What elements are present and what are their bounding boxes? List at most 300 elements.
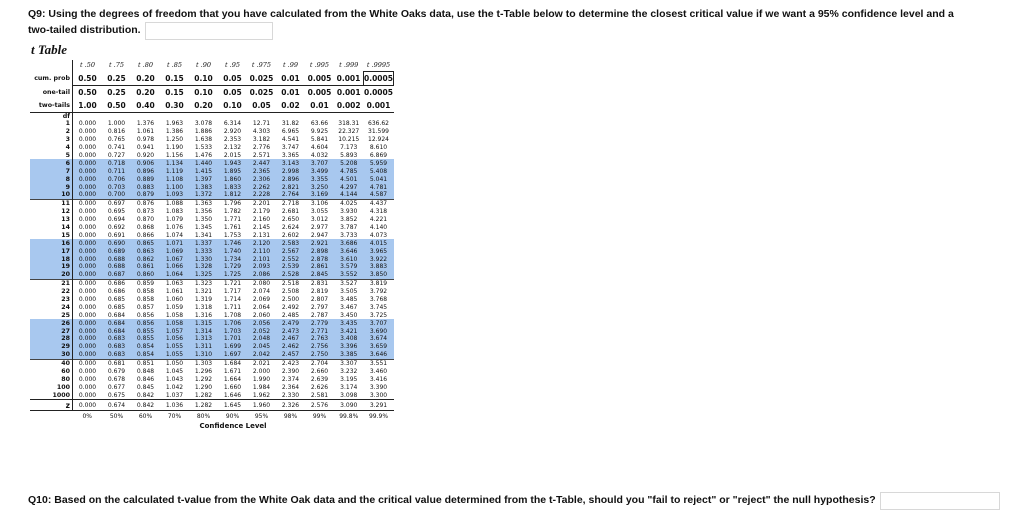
table-cell: 0.858 — [136, 288, 155, 296]
table-cell: 0.000 — [73, 335, 103, 343]
table-cell: 1.646 — [223, 391, 242, 399]
table-cell: 3.396 — [334, 343, 364, 351]
one-tail-value: 0.25 — [102, 86, 131, 100]
df-value: 10 — [30, 191, 73, 199]
table-cell: 0.920 — [136, 152, 155, 159]
t-subscript: t .99 — [282, 61, 298, 70]
table-cell: 0.865 — [131, 239, 160, 247]
table-cell: 2.330 — [281, 391, 300, 399]
table-cell: 1.315 — [189, 319, 218, 327]
table-cell: 8.610 — [369, 144, 388, 152]
table-cell: 1.083 — [165, 208, 184, 216]
df-value: 16 — [30, 239, 73, 247]
df-header-blank — [334, 113, 364, 121]
table-cell: 1.000 — [107, 120, 126, 128]
table-cell: 2.920 — [223, 128, 242, 136]
table-cell: 3.307 — [334, 359, 364, 367]
table-cell: 1.701 — [218, 335, 247, 343]
table-cell: 2.364 — [281, 383, 300, 391]
table-cell: 4.318 — [369, 208, 388, 216]
table-cell: 3.690 — [364, 327, 394, 335]
table-cell: 2.921 — [305, 239, 334, 247]
table-cell: 1.397 — [189, 175, 218, 183]
table-cell: 0.000 — [78, 128, 97, 136]
table-cell: 0.683 — [102, 343, 131, 351]
table-cell: 5.959 — [364, 159, 394, 167]
cum-prob-value: 0.10 — [194, 73, 213, 83]
table-cell: 2.052 — [247, 327, 276, 335]
table-row — [30, 159, 394, 167]
table-cell: 0.000 — [73, 239, 103, 247]
table-cell: 0.711 — [102, 167, 131, 175]
table-cell: 3.460 — [369, 368, 388, 376]
table-cell: 3.707 — [364, 319, 394, 327]
table-cell: 2.771 — [305, 327, 334, 335]
table-cell: 2.602 — [281, 231, 300, 239]
two-tails-value: 0.50 — [102, 99, 131, 113]
table-cell: 0.741 — [107, 144, 126, 152]
table-cell: 0.870 — [136, 216, 155, 224]
table-cell: 0.679 — [107, 368, 126, 376]
table-cell: 3.792 — [369, 288, 388, 296]
table-cell: 0.000 — [78, 303, 97, 311]
table-cell: 1.055 — [160, 351, 189, 359]
df-value: 12 — [30, 208, 73, 216]
table-cell: 1.058 — [160, 319, 189, 327]
table-cell: 2.000 — [252, 368, 271, 376]
z-value: 1.645 — [218, 400, 247, 411]
table-cell: 5.041 — [364, 175, 394, 183]
table-cell: 0.879 — [131, 191, 160, 199]
cum-prob-label: cum. prob — [30, 72, 73, 86]
table-cell: 0.703 — [102, 183, 131, 191]
table-cell: 3.078 — [194, 120, 213, 128]
table-cell: 1.333 — [189, 247, 218, 255]
table-row — [30, 167, 394, 175]
table-cell: 2.750 — [305, 351, 334, 359]
table-cell: 2.639 — [310, 375, 329, 383]
table-cell: 0.896 — [131, 167, 160, 175]
df-value: 17 — [30, 247, 73, 255]
df-value: 30 — [30, 351, 73, 359]
table-cell: 1.697 — [218, 351, 247, 359]
table-cell: 1.684 — [218, 359, 247, 367]
table-cell: 2.571 — [252, 152, 271, 159]
table-cell: 2.581 — [310, 391, 329, 399]
table-cell: 1.071 — [160, 239, 189, 247]
confidence-value: 99.8% — [334, 411, 364, 422]
t-subscript: t .999 — [339, 61, 359, 70]
one-tail-value: 0.15 — [160, 86, 189, 100]
table-cell: 31.82 — [281, 120, 300, 128]
table-cell: 2.819 — [310, 288, 329, 296]
table-cell: 1.303 — [189, 359, 218, 367]
df-value: 26 — [30, 319, 73, 327]
table-cell: 0.000 — [73, 351, 103, 359]
df-value: 3 — [30, 136, 73, 144]
table-row — [30, 175, 394, 183]
table-cell: 3.527 — [334, 279, 364, 287]
table-cell: 2.485 — [281, 311, 300, 319]
table-cell: 10.215 — [338, 136, 360, 144]
table-cell: 1.711 — [223, 303, 242, 311]
table-cell: 1.076 — [165, 224, 184, 232]
table-cell: 1.325 — [189, 271, 218, 279]
df-value: 2 — [30, 128, 73, 136]
df-header-blank — [189, 113, 218, 121]
table-cell: 3.552 — [334, 271, 364, 279]
table-cell: 31.599 — [368, 128, 389, 136]
cum-prob-value: 0.15 — [165, 73, 184, 83]
df-value: 1000 — [30, 391, 73, 399]
table-cell: 0.000 — [73, 159, 103, 167]
one-tail-value: 0.005 — [305, 86, 334, 100]
table-cell: 1.055 — [160, 343, 189, 351]
table-row — [30, 288, 394, 296]
table-cell: 2.479 — [276, 319, 305, 327]
table-cell: 1.318 — [194, 303, 213, 311]
table-cell: 0.846 — [136, 375, 155, 383]
table-cell: 3.646 — [364, 351, 394, 359]
table-cell: 2.861 — [305, 263, 334, 271]
table-cell: 3.646 — [334, 247, 364, 255]
table-cell: 9.925 — [310, 128, 329, 136]
table-cell: 0.000 — [78, 231, 97, 239]
df-value: 28 — [30, 335, 73, 343]
table-cell: 2.056 — [247, 319, 276, 327]
table-title: t Table — [31, 42, 67, 57]
table-cell: 0.000 — [73, 279, 103, 287]
table-row — [30, 136, 394, 144]
table-cell: 2.064 — [252, 303, 271, 311]
table-cell: 1.753 — [223, 231, 242, 239]
table-row — [30, 231, 394, 239]
df-value: 1 — [30, 120, 73, 128]
table-cell: 1.782 — [223, 208, 242, 216]
table-row — [30, 247, 394, 255]
table-cell: 0.681 — [102, 359, 131, 367]
one-tail-value: 0.0005 — [364, 86, 394, 100]
table-cell: 4.781 — [364, 183, 394, 191]
table-row — [30, 144, 394, 152]
table-cell: 2.201 — [247, 199, 276, 207]
table-row — [30, 120, 394, 128]
table-cell: 2.518 — [276, 279, 305, 287]
table-cell: 2.131 — [252, 231, 271, 239]
table-cell: 6.965 — [281, 128, 300, 136]
table-cell: 0.000 — [73, 191, 103, 199]
table-cell: 3.385 — [334, 351, 364, 359]
table-cell: 2.093 — [247, 263, 276, 271]
table-cell: 4.073 — [369, 231, 388, 239]
table-cell: 2.508 — [281, 288, 300, 296]
table-cell: 2.457 — [276, 351, 305, 359]
question-9-line-2 — [28, 22, 273, 40]
table-cell: 1.372 — [189, 191, 218, 199]
table-cell: 6.869 — [369, 152, 388, 159]
table-cell: 2.160 — [252, 216, 271, 224]
table-cell: 0.873 — [136, 208, 155, 216]
one-tail-value: 0.025 — [247, 86, 276, 100]
table-cell: 1.066 — [160, 263, 189, 271]
table-cell: 0.000 — [73, 359, 103, 367]
one-tail-value: 0.05 — [218, 86, 247, 100]
one-tail-value: 0.50 — [73, 86, 103, 100]
table-cell: 1.984 — [252, 383, 271, 391]
table-cell: 0.000 — [78, 391, 97, 399]
table-cell: 2.650 — [281, 216, 300, 224]
question-9-text: two-tailed distribution. — [28, 24, 141, 36]
table-row — [30, 255, 394, 263]
table-cell: 1.729 — [218, 263, 247, 271]
table-cell: 1.990 — [252, 375, 271, 383]
table-cell: 2.423 — [276, 359, 305, 367]
table-cell: 1.316 — [194, 311, 213, 319]
table-cell: 0.000 — [73, 183, 103, 191]
table-cell: 0.851 — [131, 359, 160, 367]
table-cell: 1.725 — [218, 271, 247, 279]
table-cell: 1.476 — [194, 152, 213, 159]
one-tail-label: one-tail — [30, 86, 73, 100]
table-cell: 3.686 — [334, 239, 364, 247]
table-cell: 0.866 — [136, 231, 155, 239]
df-value: 15 — [30, 231, 73, 239]
table-cell: 1.963 — [165, 120, 184, 128]
one-tail-value: 0.10 — [189, 86, 218, 100]
table-cell: 2.807 — [310, 296, 329, 304]
table-cell: 7.173 — [340, 144, 358, 152]
table-cell: 0.688 — [102, 255, 131, 263]
table-cell: 3.747 — [281, 144, 300, 152]
table-cell: 1.771 — [223, 216, 242, 224]
table-cell: 1.415 — [189, 167, 218, 175]
cum-prob-value: 0.001 — [336, 73, 361, 83]
table-cell: 1.060 — [165, 296, 184, 304]
table-cell: 1.330 — [189, 255, 218, 263]
table-cell: 2.821 — [276, 183, 305, 191]
table-cell: 4.501 — [334, 175, 364, 183]
table-cell: 1.341 — [194, 231, 213, 239]
table-cell: 2.145 — [252, 224, 271, 232]
table-cell: 63.66 — [310, 120, 329, 128]
df-value: 27 — [30, 327, 73, 335]
df-value: 40 — [30, 359, 73, 367]
table-cell: 2.086 — [247, 271, 276, 279]
table-cell: 0.858 — [136, 296, 155, 304]
df-header-blank — [218, 113, 247, 121]
z-value: 3.291 — [364, 400, 394, 411]
table-cell: 2.042 — [247, 351, 276, 359]
z-value: 0.674 — [102, 400, 131, 411]
cum-prob-value: 0.0005 — [364, 72, 394, 86]
table-cell: 2.306 — [247, 175, 276, 183]
table-cell: 3.408 — [334, 335, 364, 343]
table-cell: 1.746 — [218, 239, 247, 247]
one-tail-value: 0.01 — [276, 86, 305, 100]
table-cell: 0.765 — [107, 136, 126, 144]
answer-9-input[interactable] — [145, 22, 273, 40]
two-tails-value: 0.30 — [160, 99, 189, 113]
table-cell: 4.297 — [334, 183, 364, 191]
table-cell: 1.660 — [223, 383, 242, 391]
table-cell: 2.467 — [276, 335, 305, 343]
table-cell: 0.854 — [131, 351, 160, 359]
table-cell: 0.692 — [107, 224, 126, 232]
table-cell: 0.859 — [131, 279, 160, 287]
table-cell: 0.000 — [73, 263, 103, 271]
table-cell: 1.079 — [165, 216, 184, 224]
table-cell: 3.499 — [305, 167, 334, 175]
table-cell: 0.000 — [73, 199, 103, 207]
table-cell: 2.787 — [310, 311, 329, 319]
table-cell: 3.768 — [369, 296, 388, 304]
table-cell: 3.195 — [340, 375, 358, 383]
table-cell: 0.854 — [131, 343, 160, 351]
table-cell: 0.718 — [102, 159, 131, 167]
df-value: 22 — [30, 288, 73, 296]
table-row — [30, 183, 394, 191]
table-cell: 3.883 — [364, 263, 394, 271]
table-cell: 0.856 — [136, 311, 155, 319]
table-cell: 1.703 — [218, 327, 247, 335]
z-value: 1.036 — [160, 400, 189, 411]
df-header-blank — [160, 113, 189, 121]
t-subscript: t .95 — [224, 61, 240, 70]
table-cell: 636.62 — [368, 120, 389, 128]
table-cell: 3.819 — [364, 279, 394, 287]
table-cell: 1.037 — [165, 391, 184, 399]
df-header-blank — [131, 113, 160, 121]
table-cell: 0.000 — [78, 288, 97, 296]
df-header-blank — [102, 113, 131, 121]
table-cell: 2.797 — [310, 303, 329, 311]
table-cell: 0.677 — [107, 383, 126, 391]
table-cell: 3.930 — [340, 208, 358, 216]
table-cell: 2.583 — [276, 239, 305, 247]
table-cell: 4.140 — [369, 224, 388, 232]
table-cell: 2.845 — [305, 271, 334, 279]
table-row — [30, 199, 394, 207]
df-value: 9 — [30, 183, 73, 191]
table-row — [30, 351, 394, 359]
table-cell: 3.182 — [252, 136, 271, 144]
table-cell: 1.714 — [223, 296, 242, 304]
table-row — [30, 191, 394, 199]
table-cell: 1.310 — [189, 351, 218, 359]
table-cell: 2.528 — [276, 271, 305, 279]
table-row — [30, 319, 394, 327]
table-cell: 2.462 — [276, 343, 305, 351]
table-cell: 0.861 — [131, 263, 160, 271]
table-cell: 3.435 — [334, 319, 364, 327]
table-cell: 1.043 — [165, 375, 184, 383]
table-cell: 1.119 — [160, 167, 189, 175]
table-cell: 3.169 — [305, 191, 334, 199]
table-cell: 3.551 — [364, 359, 394, 367]
table-cell: 5.893 — [340, 152, 358, 159]
table-cell: 1.833 — [218, 183, 247, 191]
table-cell: 2.262 — [247, 183, 276, 191]
table-cell: 2.132 — [223, 144, 242, 152]
confidence-value: 50% — [102, 411, 131, 422]
table-cell: 2.021 — [247, 359, 276, 367]
z-value: 2.326 — [276, 400, 305, 411]
table-cell: 1.761 — [223, 224, 242, 232]
table-row — [30, 224, 394, 232]
t-subscript: t .975 — [251, 61, 272, 70]
table-cell: 1.296 — [194, 368, 213, 376]
table-cell: 3.659 — [364, 343, 394, 351]
table-cell: 0.000 — [78, 136, 97, 144]
df-value: 13 — [30, 216, 73, 224]
answer-10-input[interactable] — [880, 492, 1000, 510]
table-cell: 4.785 — [334, 167, 364, 175]
table-cell: 3.922 — [364, 255, 394, 263]
two-tails-value: 1.00 — [73, 99, 103, 113]
table-cell: 3.055 — [310, 208, 329, 216]
table-cell: 2.048 — [247, 335, 276, 343]
table-cell: 3.106 — [305, 199, 334, 207]
table-cell: 3.012 — [310, 216, 329, 224]
table-cell: 1.860 — [218, 175, 247, 183]
table-cell: 1.108 — [160, 175, 189, 183]
table-cell: 2.069 — [252, 296, 271, 304]
table-cell: 0.000 — [73, 271, 103, 279]
table-cell: 0.686 — [107, 288, 126, 296]
df-value: 4 — [30, 144, 73, 152]
t-subscript: t .75 — [108, 61, 124, 70]
confidence-value: 80% — [189, 411, 218, 422]
table-row — [30, 359, 394, 367]
table-cell: 0.685 — [107, 303, 126, 311]
table-cell: 4.604 — [310, 144, 329, 152]
table-cell: 2.977 — [310, 224, 329, 232]
table-row — [30, 152, 394, 160]
table-cell: 2.365 — [247, 167, 276, 175]
table-cell: 1.311 — [189, 343, 218, 351]
table-cell: 0.848 — [136, 368, 155, 376]
table-cell: 0.684 — [102, 327, 131, 335]
table-cell: 1.699 — [218, 343, 247, 351]
table-cell: 1.061 — [165, 288, 184, 296]
table-cell: 0.684 — [107, 311, 126, 319]
table-cell: 1.796 — [218, 199, 247, 207]
table-cell: 1.671 — [223, 368, 242, 376]
df-value: 14 — [30, 224, 73, 232]
table-cell: 0.862 — [131, 255, 160, 263]
table-cell: 0.000 — [73, 327, 103, 335]
table-cell: 0.860 — [131, 271, 160, 279]
table-cell: 2.015 — [223, 152, 242, 159]
table-cell: 0.857 — [136, 303, 155, 311]
two-tails-value: 0.001 — [364, 99, 394, 113]
table-cell: 1.319 — [194, 296, 213, 304]
table-cell: 0.000 — [73, 343, 103, 351]
cum-prob-value: 0.05 — [223, 73, 242, 83]
z-label: z — [30, 400, 73, 411]
table-cell: 2.831 — [305, 279, 334, 287]
table-cell: 1.314 — [189, 327, 218, 335]
z-value: 3.090 — [334, 400, 364, 411]
table-cell: 2.763 — [305, 335, 334, 343]
table-cell: 1.350 — [194, 216, 213, 224]
table-cell: 2.447 — [247, 159, 276, 167]
df-value: 60 — [30, 368, 73, 376]
table-row — [30, 391, 394, 399]
table-cell: 0.697 — [102, 199, 131, 207]
df-value: 7 — [30, 167, 73, 175]
table-cell: 1.134 — [160, 159, 189, 167]
